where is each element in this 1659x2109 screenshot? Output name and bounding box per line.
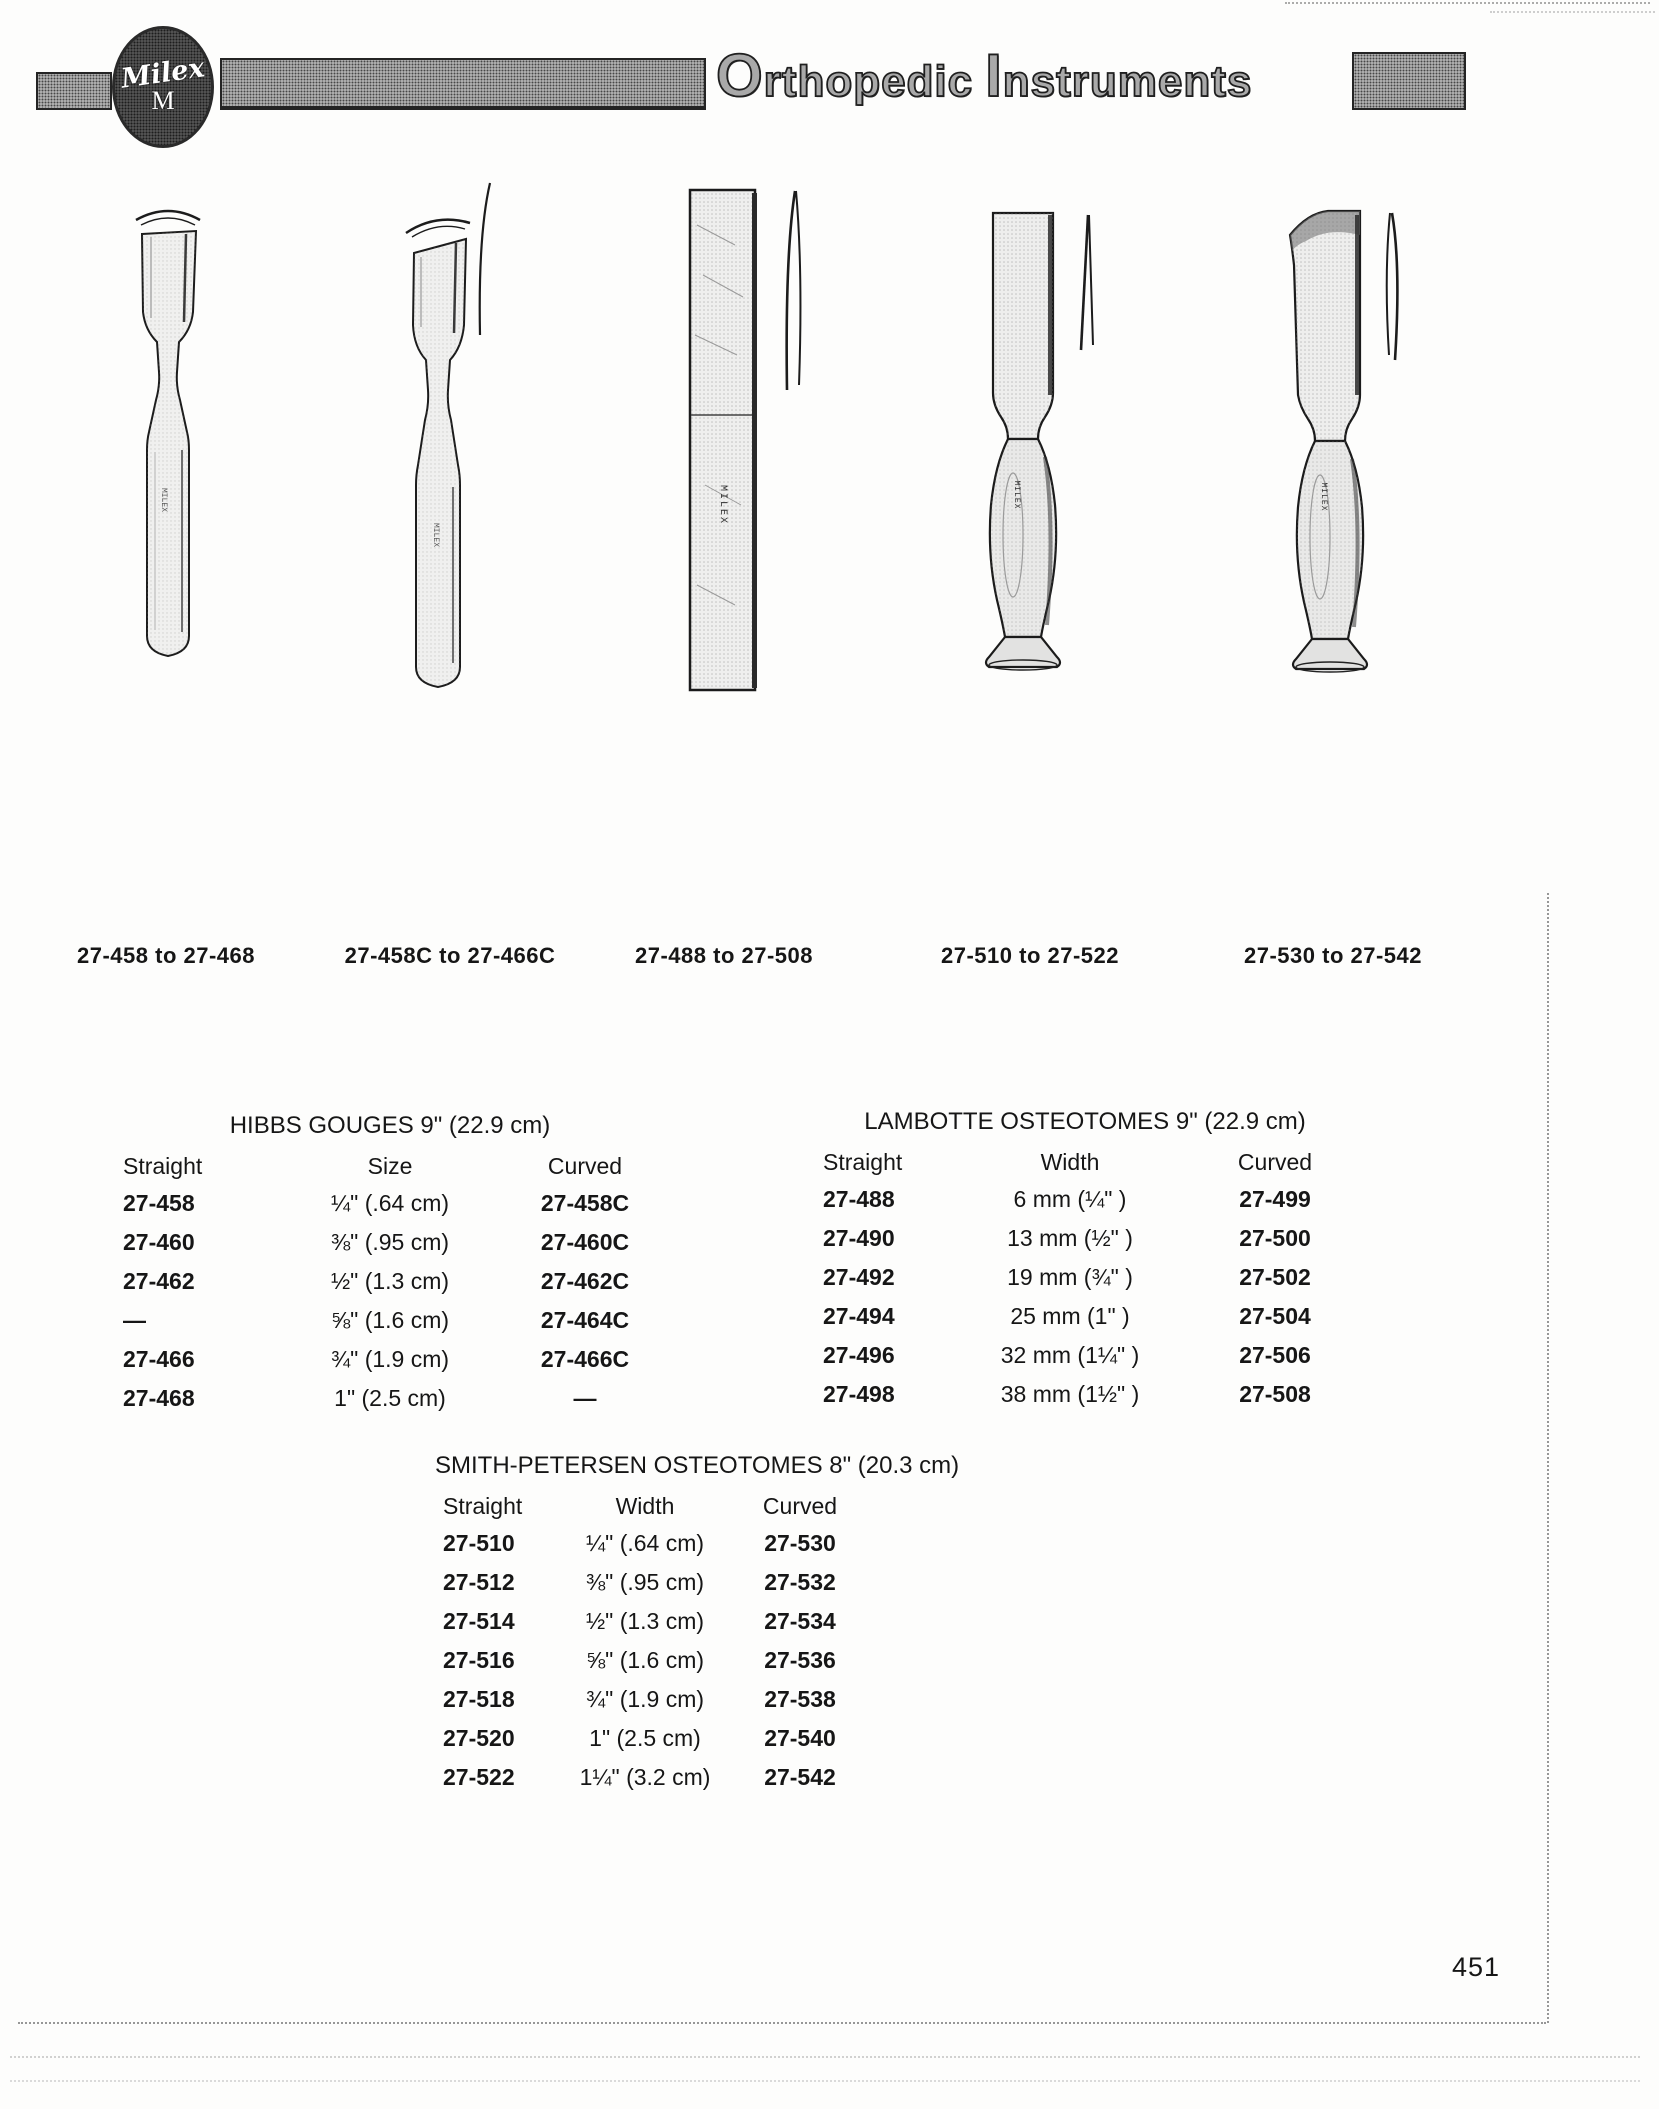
page-title-initial-o: O — [716, 42, 764, 109]
hibbs-gouge-curved-illustration — [390, 175, 505, 695]
table-cell: 27-534 — [764, 1608, 836, 1634]
page-title-word-1: rthopedic — [763, 57, 974, 106]
table-cell: ¾" (1.9 cm) — [585, 1686, 705, 1712]
range-label-hibbs-straight: 27-458 to 27-468 — [77, 943, 255, 968]
lambotte-osteotome-illustration — [675, 185, 820, 697]
table-cell: 27-499 — [1239, 1186, 1311, 1212]
table-cell: 27-460 — [123, 1229, 195, 1255]
column-header: Curved — [547, 1153, 623, 1179]
table-cell: 27-468 — [123, 1385, 195, 1411]
table-cell: 1" (2.5 cm) — [589, 1725, 701, 1751]
table-columns — [115, 1148, 665, 1184]
table-body — [435, 1524, 865, 1797]
table-cell: 27-540 — [764, 1725, 836, 1751]
lambotte-osteotomes-table — [815, 1108, 1355, 1414]
hibbs-gouge-straight-illustration — [118, 200, 218, 670]
table-cell: — — [123, 1307, 146, 1333]
range-label-lambotte: 27-488 to 27-508 — [635, 943, 813, 968]
scan-dotted-line-bottom-2 — [10, 2056, 1640, 2058]
table-cell: 27-502 — [1239, 1264, 1311, 1290]
table-cell: 27-536 — [764, 1647, 836, 1673]
table-cell: 25 mm (1" ) — [1010, 1303, 1130, 1329]
table-cell: ⅝" (1.6 cm) — [585, 1647, 705, 1673]
table-cell: 27-494 — [823, 1303, 895, 1329]
table-cell: 27-458 — [123, 1190, 195, 1216]
smith-petersen-osteotomes-table — [435, 1452, 960, 1797]
page-number: 451 — [1452, 1952, 1501, 1982]
column-header: Curved — [762, 1493, 838, 1519]
table-cell: ¼" (.64 cm) — [330, 1190, 450, 1216]
table-cell: 27-508 — [1239, 1381, 1311, 1407]
header-bar-left — [36, 72, 112, 110]
table-body — [815, 1180, 1355, 1414]
milex-logo-letter: M — [151, 86, 175, 115]
column-header: Straight — [823, 1149, 903, 1175]
table-cell: 27-520 — [443, 1725, 515, 1751]
scan-dotted-line-bottom — [18, 2022, 1546, 2024]
table-cell: 27-464C — [540, 1307, 630, 1333]
table-cell: — — [573, 1385, 597, 1411]
handle-stamp: MILEX — [159, 487, 168, 513]
table-cell: ⅝" (1.6 cm) — [330, 1307, 450, 1333]
table-cell: 27-522 — [443, 1764, 515, 1790]
table-cell: 27-488 — [823, 1186, 895, 1212]
table-cell: 19 mm (¾" ) — [1007, 1264, 1133, 1290]
table-cell: 27-466C — [540, 1346, 630, 1372]
table-cell: ⅜" (.95 cm) — [585, 1569, 705, 1595]
column-header: Straight — [123, 1153, 203, 1179]
table-cell: ¼" (.64 cm) — [585, 1530, 705, 1556]
table-cell: 38 mm (1½" ) — [1000, 1381, 1140, 1407]
table-cell: 27-512 — [443, 1569, 515, 1595]
page-title — [716, 42, 1264, 109]
range-label-hibbs-curved: 27-458C to 27-466C — [344, 943, 556, 968]
table-cell: ¾" (1.9 cm) — [330, 1346, 450, 1372]
table-cell: 27-466 — [123, 1346, 195, 1372]
header-bar-right — [1352, 52, 1466, 110]
table-cell: 1¼" (3.2 cm) — [579, 1764, 711, 1790]
scan-dotted-line-bottom-3 — [10, 2080, 1640, 2082]
table-cell: 27-510 — [443, 1530, 515, 1556]
header-bar-long — [220, 58, 706, 110]
table-cell: 27-504 — [1239, 1303, 1311, 1329]
table-cell: 6 mm (¼" ) — [1013, 1186, 1127, 1212]
table-cell: 27-542 — [764, 1764, 836, 1790]
page-title-initial-i: I — [985, 42, 1003, 109]
scan-dotted-line-top — [1285, 2, 1650, 4]
column-header: Size — [367, 1153, 413, 1179]
table-cell: 27-532 — [764, 1569, 836, 1595]
table-cell: 27-530 — [764, 1530, 836, 1556]
table-cell: ½" (1.3 cm) — [585, 1608, 705, 1634]
table-cell: 13 mm (½" ) — [1007, 1225, 1133, 1251]
column-header: Straight — [443, 1493, 523, 1519]
table-cell: 27-462 — [123, 1268, 195, 1294]
table-title: HIBBS GOUGES 9" (22.9 cm) — [229, 1112, 551, 1139]
table-cell: 27-490 — [823, 1225, 895, 1251]
table-title: LAMBOTTE OSTEOTOMES 9" (22.9 cm) — [864, 1108, 1306, 1135]
table-cell: 27-518 — [443, 1686, 515, 1712]
scan-dotted-line-right — [1547, 893, 1549, 2023]
column-header: Curved — [1237, 1149, 1313, 1175]
scan-dotted-line-top-2 — [1490, 11, 1655, 13]
table-columns — [435, 1488, 865, 1524]
table-cell: ½" (1.3 cm) — [330, 1268, 450, 1294]
milex-logo-script: Milex — [119, 52, 207, 95]
table-cell: 27-460C — [540, 1229, 630, 1255]
range-label-smith-petersen-curved: 27-530 to 27-542 — [1244, 943, 1422, 968]
table-title: SMITH-PETERSEN OSTEOTOMES 8" (20.3 cm) — [435, 1452, 960, 1479]
shaft-stamp: MILEX — [717, 484, 728, 526]
handle-stamp: MILEX — [1319, 482, 1328, 512]
milex-logo — [112, 26, 214, 148]
hibbs-gouges-table — [115, 1112, 665, 1418]
table-columns — [815, 1144, 1355, 1180]
table-cell: 27-516 — [443, 1647, 515, 1673]
table-cell: 27-492 — [823, 1264, 895, 1290]
table-cell: 27-462C — [540, 1268, 630, 1294]
range-label-smith-petersen-straight: 27-510 to 27-522 — [941, 943, 1119, 968]
table-cell: 32 mm (1¼" ) — [1000, 1342, 1140, 1368]
smith-petersen-curved-illustration — [1268, 205, 1418, 685]
table-cell: 27-458C — [540, 1190, 630, 1216]
page-title-word-2: nstruments — [1002, 57, 1253, 106]
column-header: Width — [1040, 1149, 1100, 1175]
table-cell: 27-500 — [1239, 1225, 1311, 1251]
table-cell: 27-506 — [1239, 1342, 1311, 1368]
handle-stamp: MILEX — [1012, 480, 1021, 510]
table-cell: 27-514 — [443, 1608, 515, 1634]
table-cell: 27-496 — [823, 1342, 895, 1368]
table-cell: 1" (2.5 cm) — [334, 1385, 446, 1411]
table-cell: 27-498 — [823, 1381, 895, 1407]
table-cell: 27-538 — [764, 1686, 836, 1712]
handle-stamp: MILEX — [431, 522, 440, 548]
smith-petersen-straight-illustration — [975, 205, 1115, 675]
column-header: Width — [615, 1493, 675, 1519]
table-cell: ⅜" (.95 cm) — [330, 1229, 450, 1255]
table-body — [115, 1184, 665, 1418]
